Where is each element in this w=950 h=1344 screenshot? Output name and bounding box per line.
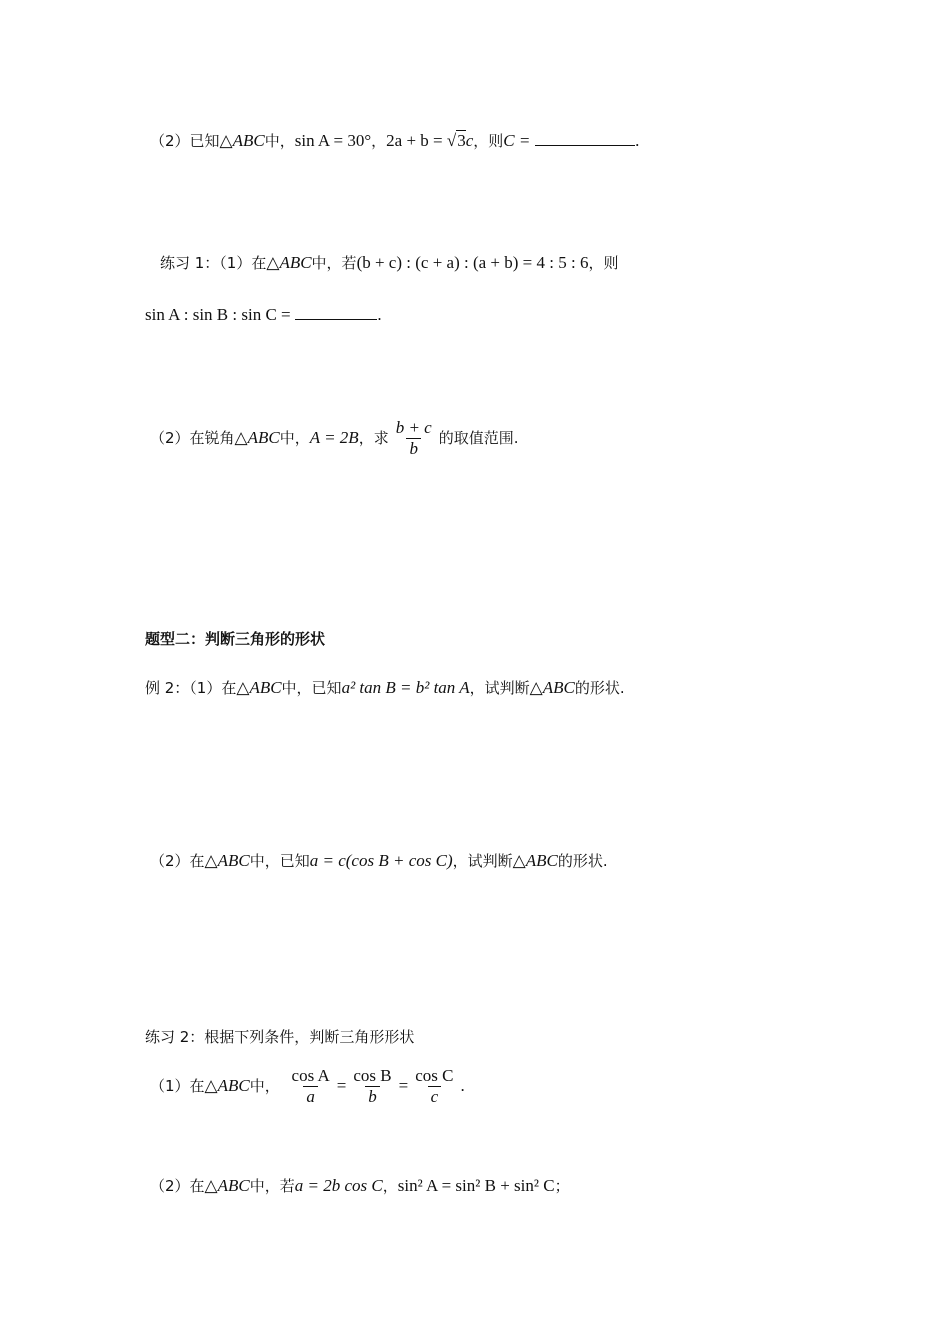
fraction-denominator: a xyxy=(303,1086,318,1107)
eg2-2-label: （2）在 xyxy=(150,852,205,870)
ex2-1-mid: 中， xyxy=(249,1077,280,1095)
ex1-label: 练习 1：（1）在 xyxy=(160,254,267,272)
fraction-cos-c xyxy=(412,1066,456,1107)
triangle-name: ABC xyxy=(217,1076,250,1095)
triangle-symbol: △ xyxy=(219,131,233,150)
triangle-name: ABC xyxy=(249,678,282,697)
ex1-2-tail: 的取值范围. xyxy=(438,429,519,447)
answer-blank[interactable] xyxy=(295,305,377,320)
triangle-name: ABC xyxy=(542,678,575,697)
ex2-2-condition-1: a = 2b cos C xyxy=(294,1176,383,1195)
ex1-2-condition: A = 2B xyxy=(309,428,359,447)
ex1-sine-ratio: sin A : sin B : sin C = xyxy=(145,305,291,324)
q1-2-ask: C = xyxy=(503,131,531,150)
fraction-numerator: b + c xyxy=(395,418,432,437)
triangle-name: ABC xyxy=(217,851,250,870)
q1-2-sqrt-value: 3 xyxy=(457,131,466,150)
exercise-1-part-2 xyxy=(150,416,519,460)
ex1-2-label: （2）在锐角 xyxy=(150,429,235,447)
fraction xyxy=(393,418,435,459)
eg2-2-mid: 中，已知 xyxy=(249,852,310,870)
ex1-ratio: (b + c) : (c + a) : (a + b) = 4 : 5 : 6 xyxy=(356,253,589,272)
fraction-numerator: cos C xyxy=(415,1066,454,1085)
triangle-symbol: △ xyxy=(234,428,248,447)
ex2-1-end: . xyxy=(460,1076,465,1095)
example-2-part-2 xyxy=(150,850,608,872)
q1-2-mid: 中， xyxy=(264,132,295,150)
exercise-2-part-2 xyxy=(150,1175,570,1197)
section-2-title: 题型二：判断三角形的形状 xyxy=(145,630,326,648)
triangle-symbol: △ xyxy=(266,253,280,272)
fraction-cos-a xyxy=(289,1066,333,1107)
ex2-2-end: ； xyxy=(554,1177,570,1195)
sqrt-sign: √ xyxy=(446,131,457,150)
triangle-name: ABC xyxy=(232,131,265,150)
q1-2-label: （2）已知 xyxy=(150,132,220,150)
fraction-denominator: c xyxy=(428,1086,442,1107)
q1-2-condition-2a: 2a + b = xyxy=(386,131,447,150)
question-1-part-2 xyxy=(150,130,639,152)
triangle-name: ABC xyxy=(217,1176,250,1195)
fraction-cos-b xyxy=(350,1066,394,1107)
eg2-2-ask: ，试判断 xyxy=(452,852,513,870)
triangle-name: ABC xyxy=(525,851,558,870)
q1-2-then: ，则 xyxy=(473,132,504,150)
equals-sign: = xyxy=(398,1076,409,1095)
eg2-1-condition: a² tan B = b² tan A xyxy=(341,678,470,697)
fraction-denominator: b xyxy=(365,1086,380,1107)
q1-2-condition-1: sin A = 30° xyxy=(294,131,372,150)
eg2-1-tail: 的形状. xyxy=(574,679,625,697)
q1-2-separator: ， xyxy=(371,132,387,150)
ex2-2-condition-2: sin² A = sin² B + sin² C xyxy=(397,1176,555,1195)
q1-2-end: . xyxy=(635,131,640,150)
triangle-symbol: △ xyxy=(204,1076,218,1095)
ex1-2-mid: 中， xyxy=(279,429,310,447)
q1-2-condition-2c: c xyxy=(465,131,474,150)
triangle-symbol: △ xyxy=(512,851,526,870)
ex2-1-label: （1）在 xyxy=(150,1077,205,1095)
exercise-1-line-2 xyxy=(145,304,382,326)
exercise-2-title: 练习 2：根据下列条件，判断三角形形状 xyxy=(145,1028,415,1046)
eg2-1-mid: 中，已知 xyxy=(281,679,342,697)
fraction-numerator: cos A xyxy=(291,1066,330,1085)
ex2-2-separator: ， xyxy=(382,1177,398,1195)
triangle-symbol: △ xyxy=(204,851,218,870)
ex1-end: . xyxy=(377,305,382,324)
triangle-name: ABC xyxy=(279,253,312,272)
example-2-part-1 xyxy=(145,677,625,699)
triangle-symbol: △ xyxy=(204,1176,218,1195)
triangle-symbol: △ xyxy=(529,678,543,697)
fraction-numerator: cos B xyxy=(353,1066,392,1085)
answer-blank[interactable] xyxy=(535,131,635,146)
exercise-2-part-1 xyxy=(150,1062,465,1110)
ex1-mid: 中，若 xyxy=(311,254,357,272)
eg2-1-ask: ，试判断 xyxy=(469,679,530,697)
equals-sign: = xyxy=(336,1076,347,1095)
triangle-name: ABC xyxy=(247,428,280,447)
ex1-then: ，则 xyxy=(588,254,619,272)
ex1-2-ask: ，求 xyxy=(358,429,389,447)
exercise-1-part-1 xyxy=(160,252,618,274)
eg2-2-condition: a = c(cos B + cos C) xyxy=(309,851,453,870)
fraction-denominator: b xyxy=(406,438,421,459)
triangle-symbol: △ xyxy=(236,678,250,697)
eg2-1-label: 例 2：（1）在 xyxy=(145,679,237,697)
ex2-2-mid: 中，若 xyxy=(249,1177,295,1195)
eg2-2-tail: 的形状. xyxy=(557,852,608,870)
ex2-2-label: （2）在 xyxy=(150,1177,205,1195)
